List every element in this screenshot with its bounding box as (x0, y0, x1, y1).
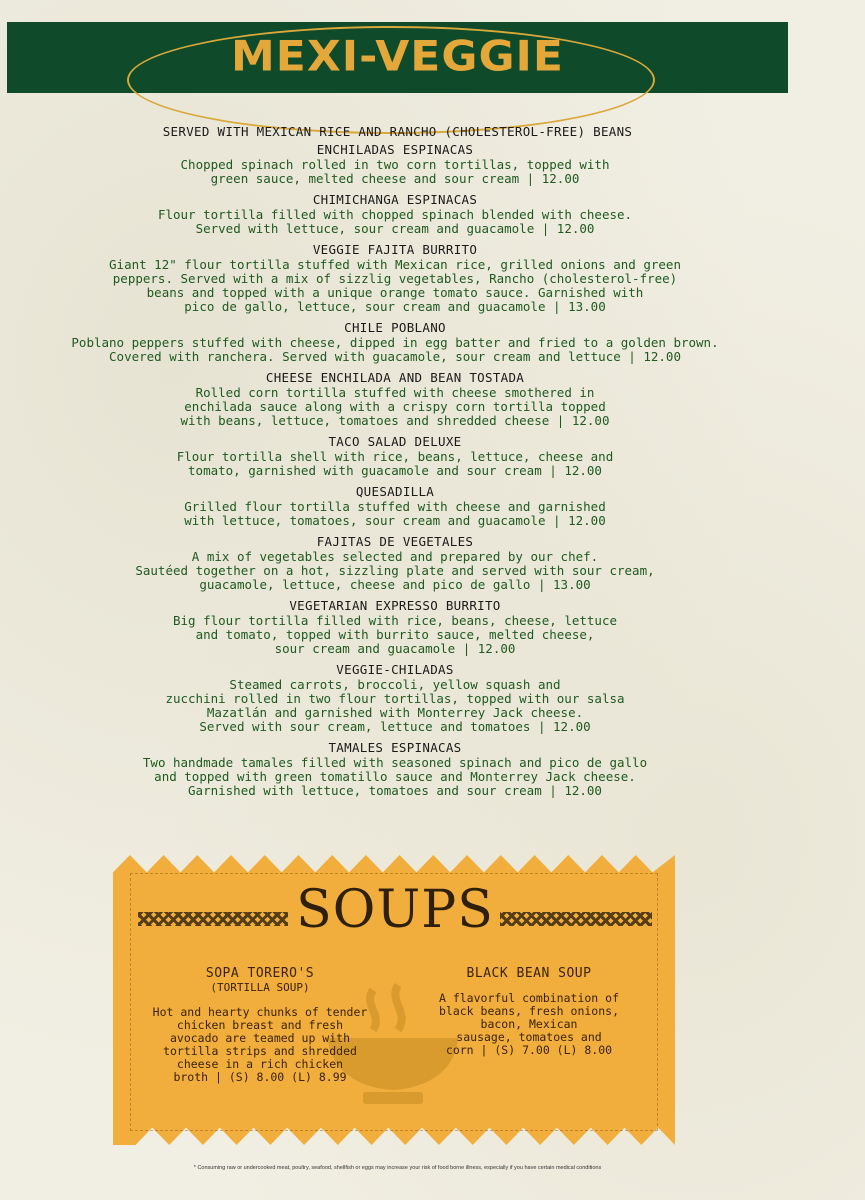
soup-item-black-bean (420, 966, 638, 1057)
menu-item-name: VEGGIE-CHILADAS (336, 662, 454, 677)
menu-item-name: FAJITAS DE VEGETALES (316, 534, 474, 549)
decorative-band-left (138, 912, 288, 926)
menu-item (60, 242, 730, 314)
menu-item-desc: Two handmade tamales filled with seasoned spinach and pico de gallo and topped with green tomatillo sauce and Monterrey Jack cheese. Garnished with lettuce, tomatoes and sour cream | 12.00 (142, 755, 648, 798)
decorative-band-right (500, 912, 652, 926)
soups-title: SOUPS (296, 880, 494, 940)
menu-item-name: TACO SALAD DELUXE (328, 434, 462, 449)
page-title: MEXI-VEGGIE (231, 32, 564, 81)
soup-desc: A flavorful combination of black beans, fresh onions, bacon, Mexican sausage, tomatoes and corn | (S) 7.00 (L) 8.00 (438, 991, 619, 1057)
menu-item (60, 434, 730, 478)
menu-item (60, 534, 730, 592)
menu-item-desc: Steamed carrots, broccoli, yellow squash and zucchini rolled in two flour tortillas, topped with our salsa Mazatlán and garnished with Monterrey Jack cheese. Served with sour cream, lettuce and tomatoes | 12.00 (165, 677, 625, 734)
menu-item (60, 662, 730, 734)
menu-item-name: TAMALES ESPINACAS (328, 740, 462, 755)
menu-item (60, 598, 730, 656)
menu-item-desc: Grilled flour tortilla stuffed with cheese and garnished with lettuce, tomatoes, sour cream and guacamole | 12.00 (184, 499, 606, 528)
menu-item-name: CHILE POBLANO (344, 320, 446, 335)
menu-item (60, 320, 730, 364)
menu-item-name: QUESADILLA (355, 484, 435, 499)
menu-item-name: VEGGIE FAJITA BURRITO (312, 242, 478, 257)
soup-desc: Hot and hearty chunks of tender chicken breast and fresh avocado are teamed up with tortilla strips and shredded cheese in a rich chicken broth | (S) 8.00 (L) 8.99 (152, 1005, 368, 1084)
menu-item (60, 740, 730, 798)
footnote: * Consuming raw or undercooked meat, poultry, seafood, shellfish or eggs may increase your risk of food borne illness, especially if you have certain medical conditions (193, 1165, 602, 1171)
menu-item-desc: Rolled corn tortilla stuffed with cheese smothered in enchilada sauce along with a crispy corn tortilla topped with beans, lettuce, tomatoes and shredded cheese | 12.00 (180, 385, 610, 428)
menu-item-desc: Giant 12" flour tortilla stuffed with Mexican rice, grilled onions and green peppers. Served with a mix of sizzlig vegetables, Rancho (cholesterol-free) beans and topped with a unique orange tomato sauce. Garnished with pico de gallo, lettuce, sour cream and guacamole | 13.00 (109, 257, 681, 314)
menu-item-desc: Chopped spinach rolled in two corn tortillas, topped with green sauce, melted cheese and sour cream | 12.00 (180, 157, 610, 186)
soup-subtitle: (TORTILLA SOUP) (210, 981, 310, 994)
menu-item (60, 142, 730, 186)
menu-item-name: CHIMICHANGA ESPINACAS (312, 192, 478, 207)
menu-list (60, 142, 730, 804)
menu-item-desc: Poblano peppers stuffed with cheese, dipped in egg batter and fried to a golden brown. Covered with ranchera. Served with guacamole, sour cream and lettuce | 12.00 (71, 335, 719, 364)
menu-item (60, 370, 730, 428)
menu-item (60, 192, 730, 236)
menu-item-name: VEGETARIAN EXPRESSO BURRITO (289, 598, 501, 613)
menu-item (60, 484, 730, 528)
menu-item-desc: Big flour tortilla filled with rice, beans, cheese, lettuce and tomato, topped with burrito sauce, melted cheese, sour cream and guacamole | 12.00 (172, 613, 617, 656)
menu-item-name: CHEESE ENCHILADA AND BEAN TOSTADA (265, 370, 525, 385)
menu-item-desc: Flour tortilla filled with chopped spinach blended with cheese. Served with lettuce, sour cream and guacamole | 12.00 (157, 207, 633, 236)
menu-item-name: ENCHILADAS ESPINACAS (316, 142, 474, 157)
menu-item-desc: A mix of vegetables selected and prepared by our chef. Sautéed together on a hot, sizzling plate and served with sour cream, guacamole, lettuce, cheese and pico de gallo | 13.00 (135, 549, 655, 592)
soup-name: SOPA TORERO'S (205, 966, 315, 981)
soup-name: BLACK BEAN SOUP (466, 966, 592, 981)
menu-item-desc: Flour tortilla shell with rice, beans, lettuce, cheese and tomato, garnished with guacamole and sour cream | 12.00 (176, 449, 614, 478)
intro-text: SERVED WITH MEXICAN RICE AND RANCHO (CHOLESTEROL-FREE) BEANS (162, 124, 633, 139)
soup-item-tortilla (150, 966, 370, 1084)
